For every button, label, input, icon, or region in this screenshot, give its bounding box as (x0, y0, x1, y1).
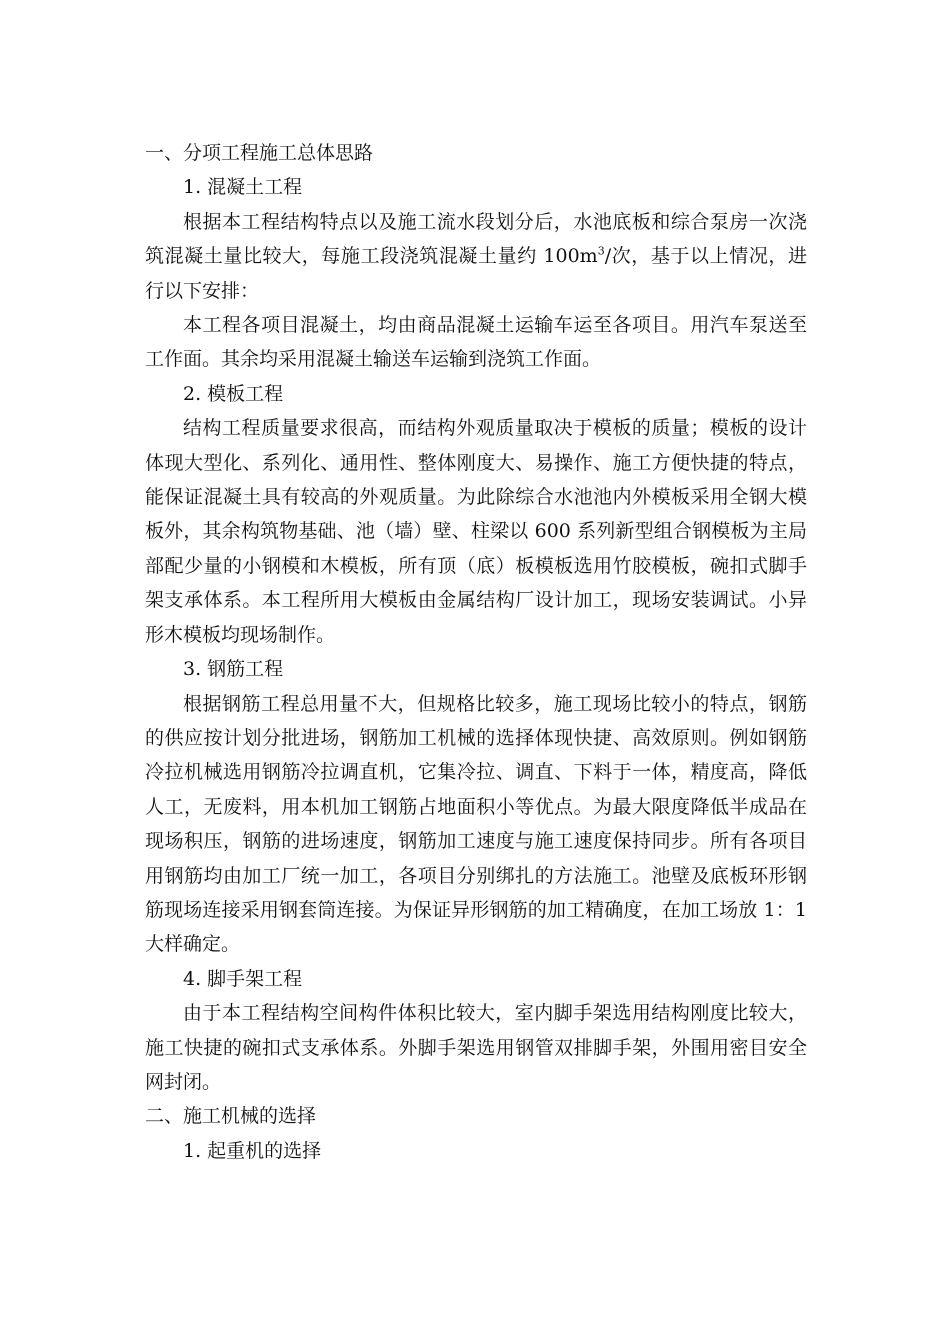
subsection-heading-rebar: 3. 钢筋工程 (183, 658, 284, 681)
section-heading-2: 二、施工机械的选择 (145, 1105, 317, 1128)
subsection-heading-scaffold: 4. 脚手架工程 (183, 967, 303, 990)
paragraph-concrete-2: 本工程各项目混凝土，均由商品混凝土运输车运至各项目。用汽车泵送至工作面。其余均采用混凝土输送车运输到浇筑工作面。 (145, 314, 807, 371)
subsection-heading-crane: 1. 起重机的选择 (183, 1139, 322, 1162)
document-body (145, 136, 807, 1168)
section-heading-1: 一、分项工程施工总体思路 (145, 142, 374, 164)
paragraph-formwork: 结构工程质量要求很高，而结构外观质量取决于模板的质量；模板的设计体现大型化、系列化、通用性、整体刚度大、易操作、施工方便快捷的特点，能保证混凝土具有较高的外观质量。为此除综合水池池内外模板采用全钢大模板外，其余构筑物基础、池（墙）壁、柱梁以 600 系列新型组合钢模板为主局部配少量的小钢模和木模板，所有顶（底）板模板选用竹胶模板，碗扣式脚手架支承体系。本工程所用大模板由金属结构厂设计加工，现场安装调试。小异形木模板均现场制作。 (145, 417, 807, 646)
paragraph-scaffold: 由于本工程结构空间构件体积比较大，室内脚手架选用结构刚度比较大，施工快捷的碗扣式支承体系。外脚手架选用钢管双排脚手架，外围用密目安全网封闭。 (145, 1002, 807, 1093)
subsection-heading-formwork: 2. 模板工程 (183, 382, 284, 405)
paragraph-text: /次，基于以上情况，进行以下安排： (145, 245, 807, 302)
paragraph-rebar: 根据钢筋工程总用量不大，但规格比较多，施工现场比较小的特点，钢筋的供应按计划分批进场，钢筋加工机械的选择体现快捷、高效原则。例如钢筋冷拉机械选用钢筋冷拉调直机，它集冷拉、调直、下料于一体，精度高，降低人工，无废料，用本机加工钢筋占地面积小等优点。为最大限度降低半成品在现场积压，钢筋的进场速度，钢筋加工速度与施工速度保持同步。所有各项目用钢筋均由加工厂统一加工，各项目分别绑扎的方法施工。池壁及底板环形钢筋现场连接采用钢套筒连接。为保证异形钢筋的加工精确度，在加工场放 1：1 大样确定。 (145, 692, 807, 956)
subsection-heading-concrete: 1. 混凝土工程 (183, 176, 303, 199)
paragraph-text: 根据本工程结构特点以及施工流水段划分后，水池底板和综合泵房一次浇筑混凝土量比较大，每施工段浇筑混凝土量约 100m (145, 210, 807, 268)
paragraph-concrete-1 (145, 205, 807, 308)
cubic-superscript: 3 (597, 244, 605, 258)
